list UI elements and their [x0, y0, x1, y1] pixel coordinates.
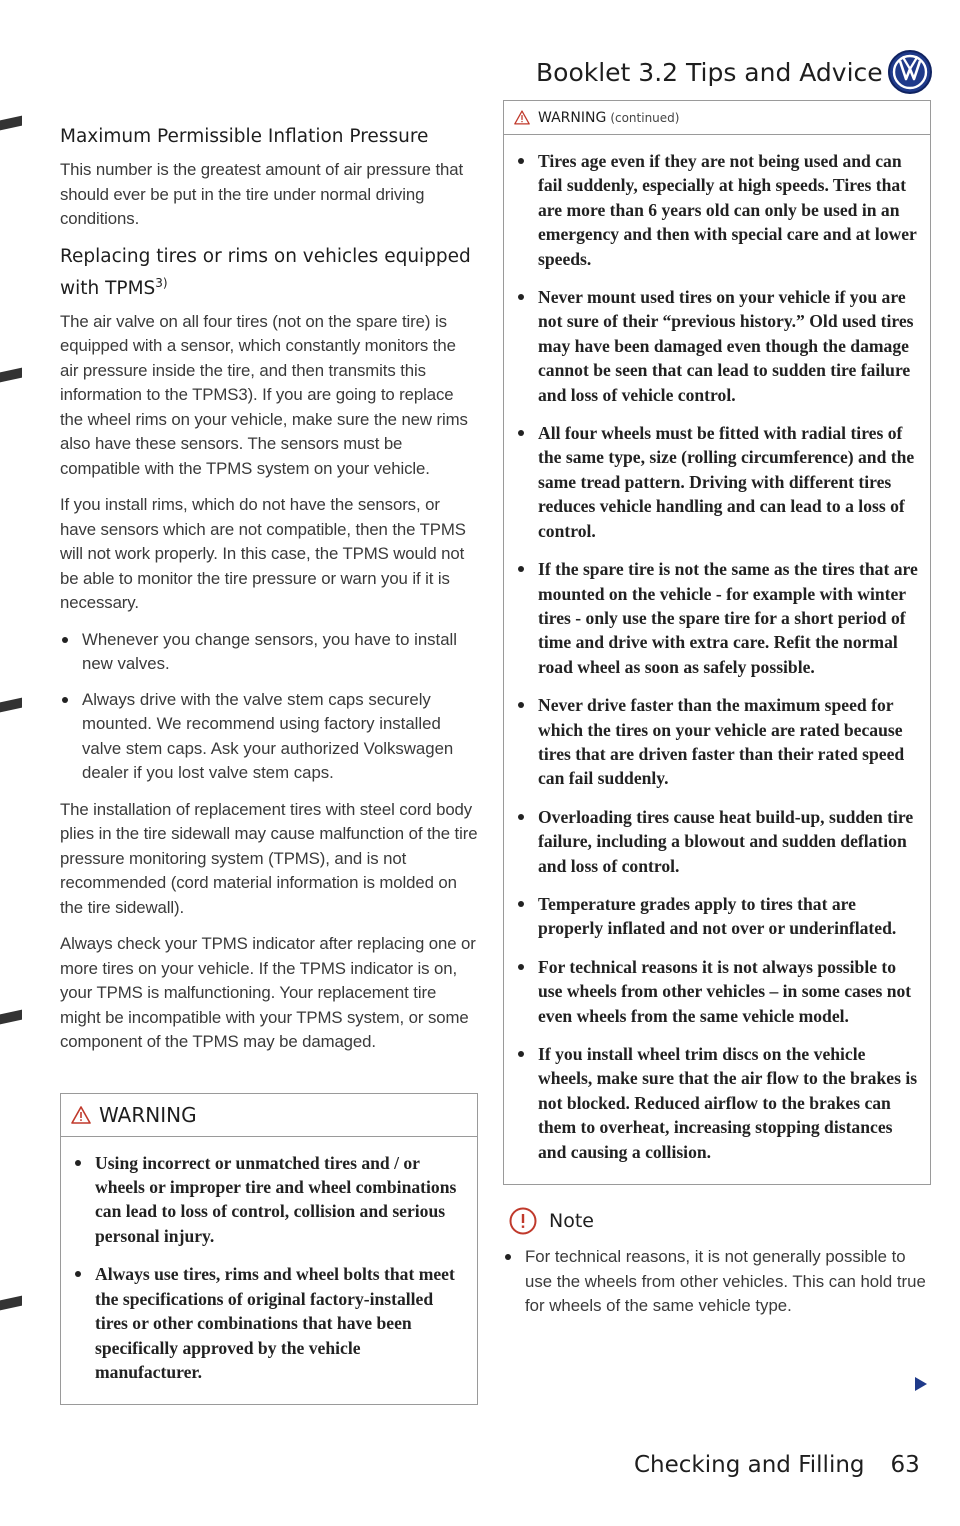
- warning-triangle-icon: [514, 110, 530, 125]
- warning-list: [504, 135, 930, 1184]
- list-item: Always drive with the valve stem caps securely mounted. We recommend using factory installed valve stem caps. Ask your authorized Volkswagen dealer if you lost valve stem caps.: [60, 688, 478, 786]
- section-heading-replacing-tires: Replacing tires or rims on vehicles equipped with TPMS$^{3)}$: [60, 245, 471, 299]
- warning-header: [61, 1094, 477, 1137]
- list-item: Whenever you change sensors, you have to install new valves.: [60, 628, 478, 677]
- info-circle-icon: [509, 1207, 537, 1235]
- max-pressure-paragraph: This number is the greatest amount of air pressure that should ever be put in the tire under normal driving conditions.: [60, 160, 464, 228]
- note-list: [503, 1245, 931, 1319]
- continue-arrow-icon: [914, 1376, 928, 1392]
- note-header: [509, 1207, 931, 1235]
- tpms-bullet-list: [60, 628, 478, 786]
- warning-header: [504, 101, 930, 135]
- binder-mark: [0, 1010, 22, 1025]
- left-column: [60, 124, 478, 1405]
- list-item: Using incorrect or unmatched tires and / or wheels or improper tire and wheel combinations can lead to loss of control, collision and serious personal injury.: [73, 1151, 467, 1249]
- binder-mark: [0, 116, 22, 131]
- list-item: Temperature grades apply to tires that are properly inflated and not over or underinflated.: [516, 892, 920, 941]
- section-heading-max-pressure: Maximum Permissible Inflation Pressure: [60, 126, 429, 147]
- list-item: For technical reasons, it is not generally possible to use the wheels from other vehicles. This can hold true for wheels of the same vehicle type.: [503, 1245, 931, 1319]
- binder-mark: [0, 1296, 22, 1311]
- list-item: For technical reasons it is not always possible to use wheels from other vehicles – in some cases not even wheels from the same vehicle model.: [516, 955, 920, 1028]
- page-header: [536, 52, 936, 92]
- warning-list: [61, 1137, 477, 1405]
- list-item: Tires age even if they are not being used and can fail suddenly, especially at high speeds. Tires that are more than 6 years old can only be used in an emergency and then with special care and at lower speeds.: [516, 149, 920, 271]
- warning-box: [60, 1093, 478, 1406]
- tpms-paragraph-4: Always check your TPMS indicator after replacing one or more tires on your vehicle. If the TPMS indicator is on, your TPMS is malfunctioning. Your replacement tire might be incompatible with your TPMS system, or some component of the TPMS may be damaged.: [60, 934, 476, 1052]
- tpms-paragraph-1: The air valve on all four tires (not on the spare tire) is equipped with a sensor, which constantly monitors the air pressure inside the tire, and then transmits this information to the TPMS3). If you are going to replace the wheel rims on your vehicle, make sure the new rims also have these sensors. The sensors must be compatible with the TPMS system on your vehicle.: [60, 311, 468, 478]
- tpms-paragraph-3: The installation of replacement tires with steel cord body plies in the tire sidewall may cause malfunction of the tire pressure monitoring system (TPMS), and is not recommended (cord material information is molded on the tire sidewall).: [60, 799, 478, 917]
- warning-box-continued: [503, 100, 931, 1185]
- binder-mark: [0, 368, 22, 383]
- list-item: If the spare tire is not the same as the tires that are mounted on the vehicle - for example with winter tires - only use the spare tire for a short period of time and drive with extra care. Refit the normal road wheel as soon as safely possible.: [516, 557, 920, 679]
- list-item: Always use tires, rims and wheel bolts that meet the specifications of original factory-installed tires or other combinations that have been specifically approved by the vehicle manufacturer.: [73, 1262, 467, 1384]
- warning-triangle-icon: [71, 1106, 91, 1124]
- right-column: [503, 100, 931, 1331]
- page-number: 63: [890, 1452, 920, 1478]
- footer-section-title: Checking and Filling: [634, 1452, 865, 1478]
- list-item: If you install wheel trim discs on the vehicle wheels, make sure that the air flow to the brakes is not blocked. Reduced airflow to the brakes can them to overheat, increasing stopping distances and causing a collision.: [516, 1042, 920, 1164]
- warning-subtitle: (continued): [610, 110, 680, 125]
- page-title: Booklet 3.2 Tips and Advice: [536, 57, 883, 87]
- list-item: Never drive faster than the maximum speed for which the tires on your vehicle are rated because tires that are driven faster than their rated speed can fail suddenly.: [516, 693, 920, 791]
- warning-title: WARNING: [538, 109, 607, 126]
- list-item: Overloading tires cause heat build-up, sudden tire failure, including a blowout and sudden deflation and loss of control.: [516, 805, 920, 878]
- binder-mark: [0, 698, 22, 713]
- vw-logo-icon: [887, 49, 933, 95]
- warning-title: WARNING: [99, 1102, 197, 1127]
- list-item: Never mount used tires on your vehicle if you are not sure of their “previous history.” Old used tires may have been damaged even though the damage cannot be seen that can lead to sudden tire failure and loss of vehicle control.: [516, 285, 920, 407]
- page-footer: [634, 1452, 920, 1478]
- tpms-paragraph-2: If you install rims, which do not have the sensors, or have sensors which are not compatible, then the TPMS will not work properly. In this case, the TPMS would not be able to monitor the tire pressure or warn you if it is necessary.: [60, 495, 466, 613]
- list-item: All four wheels must be fitted with radial tires of the same type, size (rolling circumference) and the same tread pattern. Driving with different tires reduces vehicle handling and can lead to a loss of control.: [516, 421, 920, 543]
- note-title: Note: [549, 1210, 594, 1233]
